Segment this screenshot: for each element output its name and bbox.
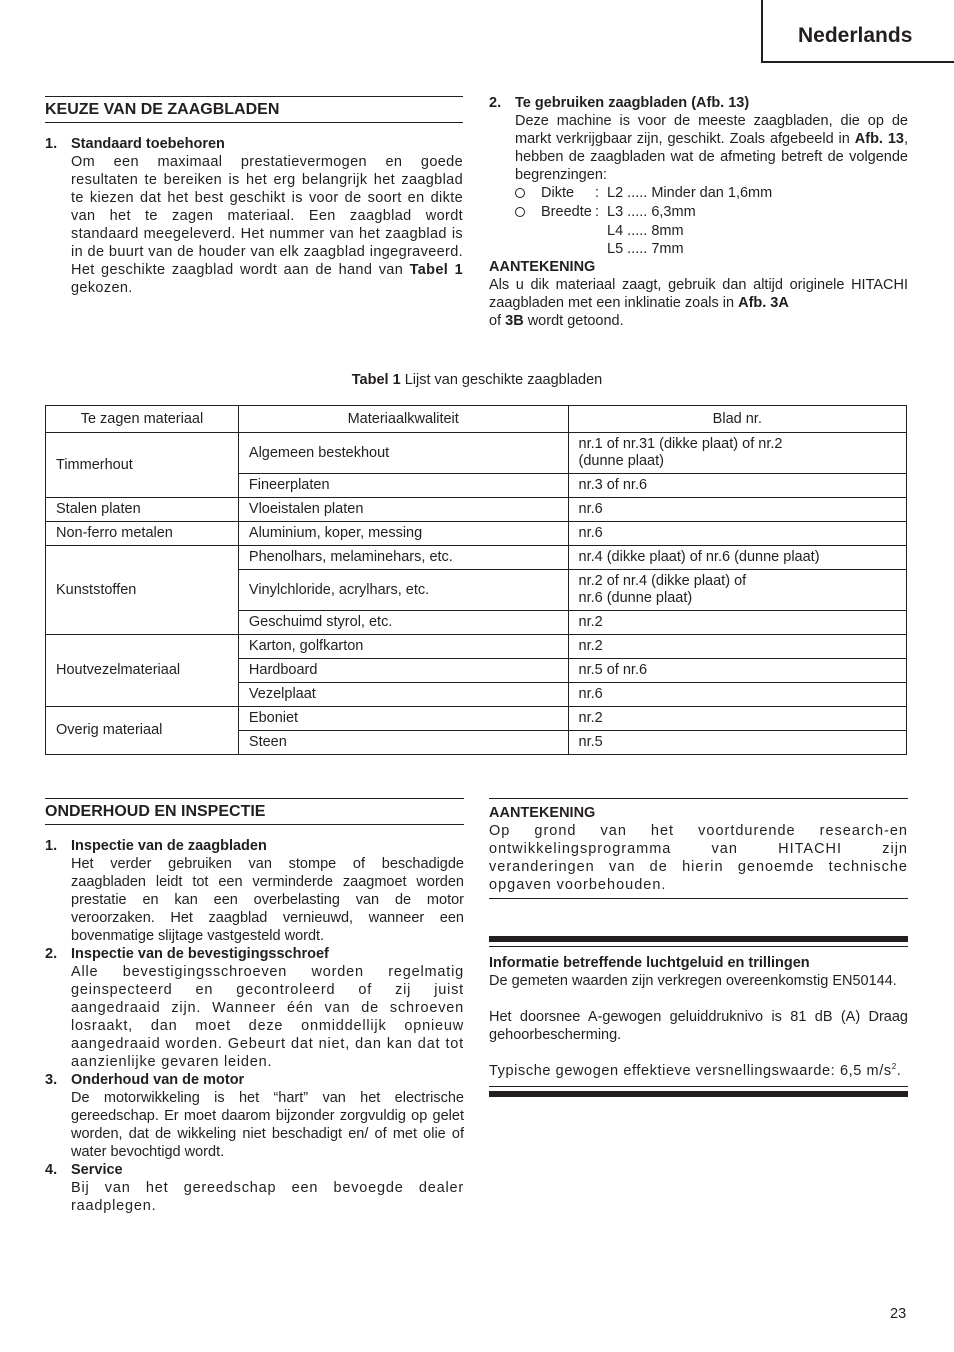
blade-line: nr.6 (dunne plaat)	[578, 590, 693, 606]
list-item: 1. Inspectie van de zaagbladen Het verder gebruiken van stompe of beschadigde zaagbladen leidt tot een verminderde zaagmoet worden prestatie en kan een overbelasting van de motor veroorzaken. Het zaagblad vernieuwd, wanneer een bovenmatige slijtage vastgesteld wordt.	[45, 838, 464, 944]
quality-cell: Steen	[238, 731, 568, 755]
list-item	[489, 94, 908, 258]
material-cell: Stalen platen	[46, 498, 239, 522]
spec-row: Dikte : L2 ..... Minder dan 1,6mm	[515, 184, 908, 203]
keuze-section	[45, 96, 463, 297]
language-tab	[761, 0, 954, 63]
circle-bullet-icon	[515, 207, 525, 217]
quality-cell: Geschuimd styrol, etc.	[238, 611, 568, 635]
list-item: 2. Inspectie van de bevestigingsschroef Alle bevestigingsschroeven worden regelmatig geinspecteerd en gecontroleerd of zij juist aangedraaid zijn. Wanneer één van de schroeven losraakt, dan moet deze onmiddellijk opnieuw aangedraaid worden. Gebeurt dat niet, dan kan dat tot aanzienlijke gevaren leiden.	[45, 946, 464, 1070]
quality-cell: Phenolhars, melaminehars, etc.	[238, 546, 568, 570]
blade-cell	[568, 611, 906, 635]
blade-line: nr.2	[578, 710, 603, 726]
blade-line: nr.2 of nr.4 (dikke plaat) of	[578, 573, 747, 589]
blade-cell	[568, 474, 906, 498]
blade-cell	[568, 546, 906, 570]
item-title: Standaard toebehoren	[71, 136, 225, 152]
divider	[489, 1091, 908, 1097]
list-item: 3. Onderhoud van de motor De motorwikkeling is het “hart” van het electrische gereedschap. Er moet daarom bijzonder zorgvuldig op gelet worden, dat de wikkeling niet beschadigt en/ of met olie of water bevochtigd wordt.	[45, 1072, 464, 1160]
table-row	[46, 433, 907, 474]
blade-cell	[568, 635, 906, 659]
quality-cell: Fineerplaten	[238, 474, 568, 498]
table-row	[46, 635, 907, 659]
material-cell: Timmerhout	[46, 433, 239, 498]
list-item	[45, 135, 463, 297]
blade-cell	[568, 659, 906, 683]
noise-text: Typische gewogen effektieve versnellingswaarde: 6,5 $m/s^2$.	[489, 1062, 902, 1079]
table-row	[46, 707, 907, 731]
material-cell: Kunststoffen	[46, 546, 239, 635]
column-header: Te zagen materiaal	[46, 406, 239, 433]
blade-line: nr.4 (dikke plaat) of nr.6 (dunne plaat)	[578, 549, 820, 565]
table-row	[46, 522, 907, 546]
blade-line: (dunne plaat)	[578, 453, 664, 469]
item-number: 1.	[45, 136, 58, 152]
blade-line: nr.5	[578, 734, 603, 750]
item-number: 2.	[489, 95, 502, 111]
item-text: Deze machine is voor de meeste zaagbladen, die op de markt verkrijgbaar zijn, geschikt. Zoals afgebeeld in Afb. 13, hebben de zaagbladen wat de afmeting betreft de volgende begrenzingen:	[515, 113, 909, 183]
table-header-row	[46, 406, 907, 433]
blades-section	[489, 94, 908, 330]
table-row	[46, 546, 907, 570]
blade-line: nr.5 of nr.6	[578, 662, 648, 678]
noise-text: Het doorsnee A-gewogen geluiddruknivo is 81 dB (A) Draag gehoorbescherming.	[489, 1009, 908, 1043]
spec-list	[515, 184, 908, 258]
table-row	[46, 498, 907, 522]
divider	[489, 936, 908, 942]
blade-line: nr.2	[578, 614, 603, 630]
table-caption: Tabel 1 Lijst van geschikte zaagbladen	[351, 372, 603, 388]
blade-cell	[568, 498, 906, 522]
circle-bullet-icon	[515, 188, 525, 198]
column-header: Blad nr.	[568, 406, 906, 433]
spec-row: Breedte : L3 ..... 6,3mm	[515, 203, 908, 222]
divider	[489, 946, 908, 947]
page-number: 23	[890, 1306, 907, 1322]
section-heading: ONDERHOUD EN INSPECTIE	[45, 798, 464, 825]
onderhoud-section	[45, 798, 464, 1215]
blade-line: nr.1 of nr.31 (dikke plaat) of nr.2	[578, 436, 783, 452]
item-title: Te gebruiken zaagbladen (Afb. 13)	[515, 95, 750, 111]
blade-cell	[568, 707, 906, 731]
noise-title: Informatie betreffende luchtgeluid en trillingen	[489, 955, 810, 971]
blade-table	[45, 405, 907, 755]
note-text: Op grond van het voortdurende research-en ontwikkelingsprogramma van HITACHI zijn veranderingen van de hierin genoemde technische opgaven voorbehouden.	[489, 823, 908, 893]
divider	[489, 1086, 908, 1087]
quality-cell: Karton, golfkarton	[238, 635, 568, 659]
divider	[489, 798, 908, 799]
quality-cell: Vinylchloride, acrylhars, etc.	[238, 570, 568, 611]
note-title: AANTEKENING	[489, 259, 596, 275]
blade-cell	[568, 683, 906, 707]
blade-cell	[568, 570, 906, 611]
material-cell: Houtvezelmateriaal	[46, 635, 239, 707]
quality-cell: Eboniet	[238, 707, 568, 731]
list-item: 4. Service Bij van het gereedschap een bevoegde dealer raadplegen.	[45, 1162, 464, 1214]
blade-line: nr.6	[578, 501, 603, 517]
blade-cell	[568, 731, 906, 755]
section-heading: KEUZE VAN DE ZAAGBLADEN	[45, 96, 463, 123]
noise-text: De gemeten waarden zijn verkregen overeenkomstig EN50144.	[489, 973, 897, 989]
language-label: Nederlands	[798, 24, 913, 47]
column-header: Materiaalkwaliteit	[238, 406, 568, 433]
note-title: AANTEKENING	[489, 805, 596, 821]
quality-cell: Algemeen bestekhout	[238, 433, 568, 474]
blade-line: nr.6	[578, 686, 603, 702]
material-cell: Non-ferro metalen	[46, 522, 239, 546]
quality-cell: Vezelplaat	[238, 683, 568, 707]
blade-line: nr.6	[578, 525, 603, 541]
quality-cell: Aluminium, koper, messing	[238, 522, 568, 546]
blade-cell	[568, 433, 906, 474]
note-text: Als u dik materiaal zaagt, gebruik dan altijd originele HITACHI zaagbladen met een inklinatie zoals in Afb. 3A of 3B wordt getoond.	[489, 277, 908, 329]
item-text: Om een maximaal prestatievermogen en goede resultaten te bereiken is het erg belangrijk het zaagblad te kiezen dat het best geschikt is voor de soort en dikte van het te zagen materiaal. Een zaagblad wordt standaard meegeleverd. Het nummer van het zaagblad is in de buurt van de houder van elk zaagblad ingegraveerd. Het geschikte zaagblad wordt aan de hand van Tabel 1 gekozen.	[71, 154, 463, 296]
noise-section	[489, 936, 908, 1097]
spec-row: L4 ..... 8mm	[607, 223, 684, 239]
divider	[489, 898, 908, 899]
blade-line: nr.3 of nr.6	[578, 477, 648, 493]
quality-cell: Hardboard	[238, 659, 568, 683]
table-body	[46, 433, 907, 755]
note-section	[489, 798, 908, 899]
material-cell: Overig materiaal	[46, 707, 239, 755]
blade-cell	[568, 522, 906, 546]
blade-line: nr.2	[578, 638, 603, 654]
spec-row: L5 ..... 7mm	[607, 241, 684, 257]
quality-cell: Vloeistalen platen	[238, 498, 568, 522]
